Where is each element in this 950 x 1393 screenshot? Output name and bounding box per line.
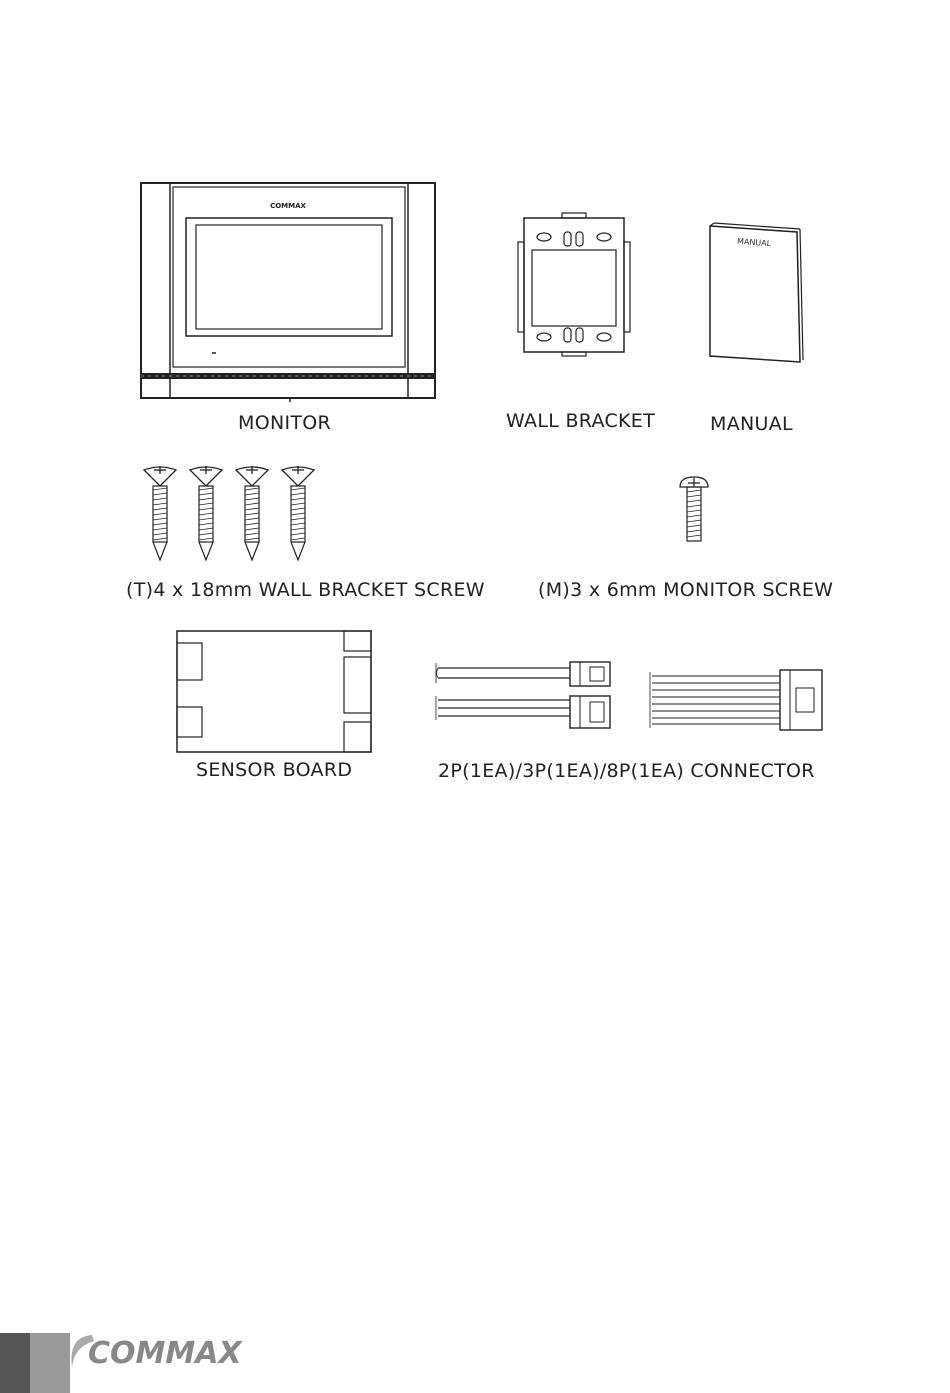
wall-screw <box>282 466 314 560</box>
wall-screw <box>190 466 222 560</box>
monitor-screw-illustration <box>676 475 712 547</box>
footer-bar-dark <box>0 1333 30 1393</box>
monitor-label: MONITOR <box>238 412 332 434</box>
wall-bracket-illustration <box>514 212 634 357</box>
monitor-screw-label: (M)3 x 6mm MONITOR SCREW <box>538 579 834 601</box>
sensor-board-illustration <box>176 630 372 754</box>
connector-3p <box>436 696 610 728</box>
wall-bracket-label: WALL BRACKET <box>506 410 656 432</box>
wall-screw <box>236 466 268 560</box>
connector-2p <box>436 662 610 686</box>
monitor-brand: COMMAX <box>270 202 306 210</box>
wall-screw-label: (T)4 x 18mm WALL BRACKET SCREW <box>126 579 485 601</box>
connectors-illustration <box>430 658 830 738</box>
wall-screw <box>144 466 176 560</box>
monitor-illustration <box>140 182 440 402</box>
footer-logo: COMMAX <box>88 1336 242 1371</box>
connector-label: 2P(1EA)/3P(1EA)/8P(1EA) CONNECTOR <box>438 760 815 782</box>
sensor-board-label: SENSOR BOARD <box>196 759 353 781</box>
manual-cover-text: MANUAL <box>736 236 772 249</box>
manual-label: MANUAL <box>710 413 793 435</box>
wall-bracket-screws-illustration <box>140 464 320 564</box>
connector-8p <box>650 670 822 730</box>
